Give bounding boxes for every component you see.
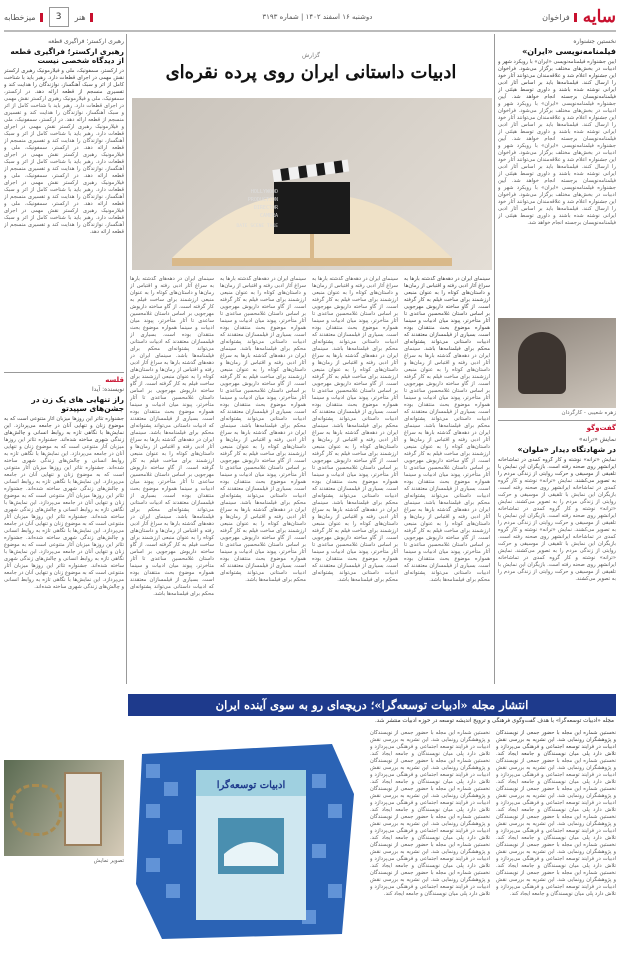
- portrait-caption: زهره شعیبی - کارگردان: [561, 410, 616, 416]
- right-body-2: نمایش «ترانه» نوشته و کار گروه کمدی در تماشاخانه ایرانشهر روی صحنه رفته است. بازیگران این نمایش با تلفیقی از موسیقی و حرکت روایتی از زندگی مردم را به تصویر می‌کشند. نمایش «ترانه» نوشته و کار گروه کمدی در تماشاخانه ایرانشهر روی صحنه رفته است. بازیگران این نمایش با تلفیقی از موسیقی و حرکت روایتی از زندگی مردم را به تصویر می‌کشند. نمایش «ترانه» نوشته و کار گروه کمدی در تماشاخانه ایرانشهر روی صحنه رفته است. بازیگران این نمایش با تلفیقی از موسیقی و حرکت روایتی از زندگی مردم را به تصویر می‌کشند. نمایش «ترانه» نوشته و کار گروه کمدی در تماشاخانه ایرانشهر روی صحنه رفته است. بازیگران این نمایش با تلفیقی از موسیقی و حرکت روایتی از زندگی مردم را به تصویر می‌کشند. نمایش «ترانه» نوشته و کار گروه کمدی در تماشاخانه ایرانشهر روی صحنه رفته است. بازیگران این نمایش با تلفیقی از موسیقی و حرکت روایتی از زندگی مردم را به تصویر می‌کشند.: [498, 457, 616, 582]
- page-header: [4, 4, 616, 32]
- main-body-col-4: سینمای ایران در دهه‌های گذشته بارها به سراغ آثار ادبی رفته و اقتباس از رمان‌ها و داستان‌های کوتاه را به عنوان منبعی ارزشمند برای ساخت فیلم به کار گرفته است. از گاو ساخته داریوش مهرجویی بر اساس داستان غلامحسین ساعدی تا آثار متأخرتر، پیوند میان ادبیات و سینما همواره موضوع بحث منتقدان بوده است. بسیاری از فیلمسازان معتقدند که ادبیات داستانی می‌تواند پشتوانه‌ای محکم برای فیلمنامه‌ها باشد. سینمای ایران در دهه‌های گذشته بارها به سراغ آثار ادبی رفته و اقتباس از رمان‌ها و داستان‌های کوتاه را به عنوان منبعی ارزشمند برای ساخت فیلم به کار گرفته است. از گاو ساخته داریوش مهرجویی بر اساس داستان غلامحسین ساعدی تا آثار متأخرتر، پیوند میان ادبیات و سینما همواره موضوع بحث منتقدان بوده است. بسیاری از فیلمسازان معتقدند که ادبیات داستانی می‌تواند پشتوانه‌ای محکم برای فیلمنامه‌ها باشد. سینمای ایران در دهه‌های گذشته بارها به سراغ آثار ادبی رفته و اقتباس از رمان‌ها و داستان‌های کوتاه را به عنوان منبعی ارزشمند برای ساخت فیلم به کار گرفته است. از گاو ساخته داریوش مهرجویی بر اساس داستان غلامحسین ساعدی تا آثار متأخرتر، پیوند میان ادبیات و سینما همواره موضوع بحث منتقدان بوده است. بسیاری از فیلمسازان معتقدند که ادبیات داستانی می‌تواند پشتوانه‌ای محکم برای فیلمنامه‌ها باشد. سینمای ایران در دهه‌های گذشته بارها به سراغ آثار ادبی رفته و اقتباس از رمان‌ها و داستان‌های کوتاه را به عنوان منبعی ارزشمند برای ساخت فیلم به کار گرفته است. از گاو ساخته داریوش مهرجویی بر اساس داستان غلامحسین ساعدی تا آثار متأخرتر، پیوند میان ادبیات و سینما همواره موضوع بحث منتقدان بوده است. بسیاری از فیلمسازان معتقدند که ادبیات داستانی می‌تواند پشتوانه‌ای محکم برای فیلمنامه‌ها باشد.: [130, 276, 214, 597]
- right-title: فیلمنامه‌نویسی «ایران»: [522, 47, 616, 56]
- newspaper-page: [4, 4, 616, 954]
- right-body: آیین جشنواره فیلمنامه‌نویسی «ایران» با رویکرد شهر و ادبیات در بخش‌های مختلف برگزار می‌شود. فراخوان این جشنواره اعلام شد و علاقه‌مندان می‌توانند آثار خود را ارسال کنند. فیلمنامه‌ها باید بر اساس آثار ادبی ایرانی نوشته شده باشند و داوری توسط هیئتی از فیلمنامه‌نویسان برجسته انجام خواهد شد. آیین جشنواره فیلمنامه‌نویسی «ایران» با رویکرد شهر و ادبیات در بخش‌های مختلف برگزار می‌شود. فراخوان این جشنواره اعلام شد و علاقه‌مندان می‌توانند آثار خود را ارسال کنند. فیلمنامه‌ها باید بر اساس آثار ادبی ایرانی نوشته شده باشند و داوری توسط هیئتی از فیلمنامه‌نویسان برجسته انجام خواهد شد. آیین جشنواره فیلمنامه‌نویسی «ایران» با رویکرد شهر و ادبیات در بخش‌های مختلف برگزار می‌شود. فراخوان این جشنواره اعلام شد و علاقه‌مندان می‌توانند آثار خود را ارسال کنند. فیلمنامه‌ها باید بر اساس آثار ادبی ایرانی نوشته شده باشند و داوری توسط هیئتی از فیلمنامه‌نویسان برجسته انجام خواهد شد. آیین جشنواره فیلمنامه‌نویسی «ایران» با رویکرد شهر و ادبیات در بخش‌های مختلف برگزار می‌شود. فراخوان این جشنواره اعلام شد و علاقه‌مندان می‌توانند آثار خود را ارسال کنند. فیلمنامه‌ها باید بر اساس آثار ادبی ایرانی نوشته شده باشند و داوری توسط هیئتی از فیلمنامه‌نویسان برجسته انجام خواهد شد.: [498, 59, 616, 226]
- clapper-line-4: CAMERA: [259, 213, 278, 219]
- box-body-col-1: نخستین شماره این مجله با حضور جمعی از نویسندگان و پژوهشگران رونمایی شد. این نشریه به بررسی نقش ادبیات در فرایند توسعه اجتماعی و فرهنگی می‌پردازد و تلاش دارد پلی میان نویسندگان و جامعه ایجاد کند. نخستین شماره این مجله با حضور جمعی از نویسندگان و پژوهشگران رونمایی شد. این نشریه به بررسی نقش ادبیات در فرایند توسعه اجتماعی و فرهنگی می‌پردازد و تلاش دارد پلی میان نویسندگان و جامعه ایجاد کند. نخستین شماره این مجله با حضور جمعی از نویسندگان و پژوهشگران رونمایی شد. این نشریه به بررسی نقش ادبیات در فرایند توسعه اجتماعی و فرهنگی می‌پردازد و تلاش دارد پلی میان نویسندگان و جامعه ایجاد کند. نخستین شماره این مجله با حضور جمعی از نویسندگان و پژوهشگران رونمایی شد. این نشریه به بررسی نقش ادبیات در فرایند توسعه اجتماعی و فرهنگی می‌پردازد و تلاش دارد پلی میان نویسندگان و جامعه ایجاد کند. نخستین شماره این مجله با حضور جمعی از نویسندگان و پژوهشگران رونمایی شد. این نشریه به بررسی نقش ادبیات در فرایند توسعه اجتماعی و فرهنگی می‌پردازد و تلاش دارد پلی میان نویسندگان و جامعه ایجاد کند. نخستین شماره این مجله با حضور جمعی از نویسندگان و پژوهشگران رونمایی شد. این نشریه به بررسی نقش ادبیات در فرایند توسعه اجتماعی و فرهنگی می‌پردازد و تلاش دارد پلی میان نویسندگان و جامعه ایجاد کند.: [496, 730, 616, 897]
- left-body-2: جشنواره تئاتر این روزها میزبان آثار متنوعی است که به موضوع زنان و تنهایی آنان در جامعه می‌پردازد. این نمایش‌ها با نگاهی تازه به روابط انسانی و چالش‌های زندگی شهری ساخته شده‌اند. جشنواره تئاتر این روزها میزبان آثار متنوعی است که به موضوع زنان و تنهایی آنان در جامعه می‌پردازد. این نمایش‌ها با نگاهی تازه به روابط انسانی و چالش‌های زندگی شهری ساخته شده‌اند. جشنواره تئاتر این روزها میزبان آثار متنوعی است که به موضوع زنان و تنهایی آنان در جامعه می‌پردازد. این نمایش‌ها با نگاهی تازه به روابط انسانی و چالش‌های زندگی شهری ساخته شده‌اند. جشنواره تئاتر این روزها میزبان آثار متنوعی است که به موضوع زنان و تنهایی آنان در جامعه می‌پردازد. این نمایش‌ها با نگاهی تازه به روابط انسانی و چالش‌های زندگی شهری ساخته شده‌اند. جشنواره تئاتر این روزها میزبان آثار متنوعی است که به موضوع زنان و تنهایی آنان در جامعه می‌پردازد. این نمایش‌ها با نگاهی تازه به روابط انسانی و چالش‌های زندگی شهری ساخته شده‌اند. جشنواره تئاتر این روزها میزبان آثار متنوعی است که به موضوع زنان و تنهایی آنان در جامعه می‌پردازد. این نمایش‌ها با نگاهی تازه به روابط انسانی و چالش‌های زندگی شهری ساخته شده‌اند. جشنواره تئاتر این روزها میزبان آثار متنوعی است که به موضوع زنان و تنهایی آنان در جامعه می‌پردازد. این نمایش‌ها با نگاهی تازه به روابط انسانی و چالش‌های زندگی شهری ساخته شده‌اند.: [4, 416, 124, 590]
- section-tag-art: هنر: [75, 13, 93, 22]
- right-kicker-2: نمایش «ترانه»: [578, 436, 616, 443]
- right-title-2: در شهادتگاه دیدار «ملوان»: [517, 445, 616, 454]
- left-body: در ارکستر، سمفونیک، ملی و فیلارمونیک رهبری ارکستر نقش مهمی در اجرای قطعات دارد. رهبر باید با شناخت کامل از اثر و سبک آهنگساز، نوازندگان را هدایت کند و تفسیری منسجم از قطعه ارائه دهد. در ارکستر، سمفونیک، ملی و فیلارمونیک رهبری ارکستر نقش مهمی در اجرای قطعات دارد. رهبر باید با شناخت کامل از اثر و سبک آهنگساز، نوازندگان را هدایت کند و تفسیری منسجم از قطعه ارائه دهد. در ارکستر، سمفونیک، ملی و فیلارمونیک رهبری ارکستر نقش مهمی در اجرای قطعات دارد. رهبر باید با شناخت کامل از اثر و سبک آهنگساز، نوازندگان را هدایت کند و تفسیری منسجم از قطعه ارائه دهد. در ارکستر، سمفونیک، ملی و فیلارمونیک رهبری ارکستر نقش مهمی در اجرای قطعات دارد. رهبر باید با شناخت کامل از اثر و سبک آهنگساز، نوازندگان را هدایت کند و تفسیری منسجم از قطعه ارائه دهد. در ارکستر، سمفونیک، ملی و فیلارمونیک رهبری ارکستر نقش مهمی در اجرای قطعات دارد. رهبر باید با شناخت کامل از اثر و سبک آهنگساز، نوازندگان را هدایت کند و تفسیری منسجم از قطعه ارائه دهد. در ارکستر، سمفونیک، ملی و فیلارمونیک رهبری ارکستر نقش مهمی در اجرای قطعات دارد. رهبر باید با شناخت کامل از اثر و سبک آهنگساز، نوازندگان را هدایت کند و تفسیری منسجم از قطعه ارائه دهد.: [4, 68, 124, 235]
- box-headline: انتشار مجله «ادبیات توسعه‌گرا»؛ دریچه‌ای رو به سوی آینده ایران: [128, 694, 616, 716]
- main-headline: ادبیات داستانی ایران روی پرده نقره‌ای: [165, 62, 457, 83]
- newspaper-logo: سایه: [582, 7, 616, 27]
- page-number: 3: [49, 7, 69, 27]
- body-filler-text: آیین جشنواره فیلمنامه‌نویسی «ایران» با رویکرد شهر و ادبیات در بخش‌های مختلف برگزار می‌شود. فراخوان این جشنواره اعلام شد و علاقه‌مندان می‌توانند آثار خود را ارسال کنند. فیلمنامه‌ها باید بر اساس آثار ادبی ایرانی نوشته شده باشند و داوری توسط هیئتی از فیلمنامه‌نویسان برجسته انجام خواهد شد.: [498, 94, 616, 142]
- issue-line: دوشنبه ۱۶ اسفند ۱۴۰۲ | شماره ۳۱۹۳: [262, 13, 373, 21]
- section-label-interview: گفت‌وگو: [498, 420, 616, 432]
- book-clapper-photo: [132, 98, 492, 270]
- main-body-col-3: سینمای ایران در دهه‌های گذشته بارها به سراغ آثار ادبی رفته و اقتباس از رمان‌ها و داستان‌های کوتاه را به عنوان منبعی ارزشمند برای ساخت فیلم به کار گرفته است. از گاو ساخته داریوش مهرجویی بر اساس داستان غلامحسین ساعدی تا آثار متأخرتر، پیوند میان ادبیات و سینما همواره موضوع بحث منتقدان بوده است. بسیاری از فیلمسازان معتقدند که ادبیات داستانی می‌تواند پشتوانه‌ای محکم برای فیلمنامه‌ها باشد. سینمای ایران در دهه‌های گذشته بارها به سراغ آثار ادبی رفته و اقتباس از رمان‌ها و داستان‌های کوتاه را به عنوان منبعی ارزشمند برای ساخت فیلم به کار گرفته است. از گاو ساخته داریوش مهرجویی بر اساس داستان غلامحسین ساعدی تا آثار متأخرتر، پیوند میان ادبیات و سینما همواره موضوع بحث منتقدان بوده است. بسیاری از فیلمسازان معتقدند که ادبیات داستانی می‌تواند پشتوانه‌ای محکم برای فیلمنامه‌ها باشد. سینمای ایران در دهه‌های گذشته بارها به سراغ آثار ادبی رفته و اقتباس از رمان‌ها و داستان‌های کوتاه را به عنوان منبعی ارزشمند برای ساخت فیلم به کار گرفته است. از گاو ساخته داریوش مهرجویی بر اساس داستان غلامحسین ساعدی تا آثار متأخرتر، پیوند میان ادبیات و سینما همواره موضوع بحث منتقدان بوده است. بسیاری از فیلمسازان معتقدند که ادبیات داستانی می‌تواند پشتوانه‌ای محکم برای فیلمنامه‌ها باشد. سینمای ایران در دهه‌های گذشته بارها به سراغ آثار ادبی رفته و اقتباس از رمان‌ها و داستان‌های کوتاه را به عنوان منبعی ارزشمند برای ساخت فیلم به کار گرفته است. از گاو ساخته داریوش مهرجویی بر اساس داستان غلامحسین ساعدی تا آثار متأخرتر، پیوند میان ادبیات و سینما همواره موضوع بحث منتقدان بوده است. بسیاری از فیلمسازان معتقدند که ادبیات داستانی می‌تواند پشتوانه‌ای محکم برای فیلمنامه‌ها باشد.: [220, 276, 306, 583]
- magazine-cover: [196, 770, 306, 920]
- clapper-line-2: PRODUCTION: [247, 197, 278, 203]
- clapper-line-5: DATE SCENE TAKE: [236, 224, 278, 229]
- left-column: [4, 34, 124, 954]
- left-title: رهبری ارکستر؛ فراگیری قطعه از دیدگاه شخصی نیست: [10, 47, 124, 65]
- clapper-line-3: DIRECTOR: [253, 205, 278, 211]
- main-body-col-1: سینمای ایران در دهه‌های گذشته بارها به سراغ آثار ادبی رفته و اقتباس از رمان‌ها و داستان‌های کوتاه را به عنوان منبعی ارزشمند برای ساخت فیلم به کار گرفته است. از گاو ساخته داریوش مهرجویی بر اساس داستان غلامحسین ساعدی تا آثار متأخرتر، پیوند میان ادبیات و سینما همواره موضوع بحث منتقدان بوده است. بسیاری از فیلمسازان معتقدند که ادبیات داستانی می‌تواند پشتوانه‌ای محکم برای فیلمنامه‌ها باشد. سینمای ایران در دهه‌های گذشته بارها به سراغ آثار ادبی رفته و اقتباس از رمان‌ها و داستان‌های کوتاه را به عنوان منبعی ارزشمند برای ساخت فیلم به کار گرفته است. از گاو ساخته داریوش مهرجویی بر اساس داستان غلامحسین ساعدی تا آثار متأخرتر، پیوند میان ادبیات و سینما همواره موضوع بحث منتقدان بوده است. بسیاری از فیلمسازان معتقدند که ادبیات داستانی می‌تواند پشتوانه‌ای محکم برای فیلمنامه‌ها باشد. سینمای ایران در دهه‌های گذشته بارها به سراغ آثار ادبی رفته و اقتباس از رمان‌ها و داستان‌های کوتاه را به عنوان منبعی ارزشمند برای ساخت فیلم به کار گرفته است. از گاو ساخته داریوش مهرجویی بر اساس داستان غلامحسین ساعدی تا آثار متأخرتر، پیوند میان ادبیات و سینما همواره موضوع بحث منتقدان بوده است. بسیاری از فیلمسازان معتقدند که ادبیات داستانی می‌تواند پشتوانه‌ای محکم برای فیلمنامه‌ها باشد. سینمای ایران در دهه‌های گذشته بارها به سراغ آثار ادبی رفته و اقتباس از رمان‌ها و داستان‌های کوتاه را به عنوان منبعی ارزشمند برای ساخت فیلم به کار گرفته است. از گاو ساخته داریوش مهرجویی بر اساس داستان غلامحسین ساعدی تا آثار متأخرتر، پیوند میان ادبیات و سینما همواره موضوع بحث منتقدان بوده است. بسیاری از فیلمسازان معتقدند که ادبیات داستانی می‌تواند پشتوانه‌ای محکم برای فیلمنامه‌ها باشد.: [404, 276, 490, 583]
- magazine-graphic: [132, 734, 364, 944]
- section-tag-left: میزخطابه: [4, 13, 43, 22]
- left-author: نویسنده: آیدا: [92, 386, 124, 393]
- box-body-col-2: نخستین شماره این مجله با حضور جمعی از نویسندگان و پژوهشگران رونمایی شد. این نشریه به بررسی نقش ادبیات در فرایند توسعه اجتماعی و فرهنگی می‌پردازد و تلاش دارد پلی میان نویسندگان و جامعه ایجاد کند. نخستین شماره این مجله با حضور جمعی از نویسندگان و پژوهشگران رونمایی شد. این نشریه به بررسی نقش ادبیات در فرایند توسعه اجتماعی و فرهنگی می‌پردازد و تلاش دارد پلی میان نویسندگان و جامعه ایجاد کند. نخستین شماره این مجله با حضور جمعی از نویسندگان و پژوهشگران رونمایی شد. این نشریه به بررسی نقش ادبیات در فرایند توسعه اجتماعی و فرهنگی می‌پردازد و تلاش دارد پلی میان نویسندگان و جامعه ایجاد کند. نخستین شماره این مجله با حضور جمعی از نویسندگان و پژوهشگران رونمایی شد. این نشریه به بررسی نقش ادبیات در فرایند توسعه اجتماعی و فرهنگی می‌پردازد و تلاش دارد پلی میان نویسندگان و جامعه ایجاد کند. نخستین شماره این مجله با حضور جمعی از نویسندگان و پژوهشگران رونمایی شد. این نشریه به بررسی نقش ادبیات در فرایند توسعه اجتماعی و فرهنگی می‌پردازد و تلاش دارد پلی میان نویسندگان و جامعه ایجاد کند. نخستین شماره این مجله با حضور جمعی از نویسندگان و پژوهشگران رونمایی شد. این نشریه به بررسی نقش ادبیات در فرایند توسعه اجتماعی و فرهنگی می‌پردازد و تلاش دارد پلی میان نویسندگان و جامعه ایجاد کند.: [370, 730, 490, 897]
- book-illustration: [132, 98, 492, 270]
- main-body-col-2: سینمای ایران در دهه‌های گذشته بارها به سراغ آثار ادبی رفته و اقتباس از رمان‌ها و داستان‌های کوتاه را به عنوان منبعی ارزشمند برای ساخت فیلم به کار گرفته است. از گاو ساخته داریوش مهرجویی بر اساس داستان غلامحسین ساعدی تا آثار متأخرتر، پیوند میان ادبیات و سینما همواره موضوع بحث منتقدان بوده است. بسیاری از فیلمسازان معتقدند که ادبیات داستانی می‌تواند پشتوانه‌ای محکم برای فیلمنامه‌ها باشد. سینمای ایران در دهه‌های گذشته بارها به سراغ آثار ادبی رفته و اقتباس از رمان‌ها و داستان‌های کوتاه را به عنوان منبعی ارزشمند برای ساخت فیلم به کار گرفته است. از گاو ساخته داریوش مهرجویی بر اساس داستان غلامحسین ساعدی تا آثار متأخرتر، پیوند میان ادبیات و سینما همواره موضوع بحث منتقدان بوده است. بسیاری از فیلمسازان معتقدند که ادبیات داستانی می‌تواند پشتوانه‌ای محکم برای فیلمنامه‌ها باشد. سینمای ایران در دهه‌های گذشته بارها به سراغ آثار ادبی رفته و اقتباس از رمان‌ها و داستان‌های کوتاه را به عنوان منبعی ارزشمند برای ساخت فیلم به کار گرفته است. از گاو ساخته داریوش مهرجویی بر اساس داستان غلامحسین ساعدی تا آثار متأخرتر، پیوند میان ادبیات و سینما همواره موضوع بحث منتقدان بوده است. بسیاری از فیلمسازان معتقدند که ادبیات داستانی می‌تواند پشتوانه‌ای محکم برای فیلمنامه‌ها باشد. سینمای ایران در دهه‌های گذشته بارها به سراغ آثار ادبی رفته و اقتباس از رمان‌ها و داستان‌های کوتاه را به عنوان منبعی ارزشمند برای ساخت فیلم به کار گرفته است. از گاو ساخته داریوش مهرجویی بر اساس داستان غلامحسین ساعدی تا آثار متأخرتر، پیوند میان ادبیات و سینما همواره موضوع بحث منتقدان بوده است. بسیاری از فیلمسازان معتقدند که ادبیات داستانی می‌تواند پشتوانه‌ای محکم برای فیلمنامه‌ها باشد.: [312, 276, 398, 583]
- left-photo-caption: تصویر نمایش: [93, 858, 124, 864]
- left-kicker: رهبری ارکستر؛ فراگیری قطعه: [48, 38, 124, 45]
- box-lede: مجله «ادبیات توسعه‌گرا» با هدف گفت‌وگوی فرهنگی و ترویج اندیشه توسعه در حوزه ادبیات منتشر شد.: [374, 718, 614, 724]
- left-title-2: راز تنهایی های یک زن در جشن‌های سپیدتو: [31, 395, 124, 413]
- right-kicker: نخستین جشنواره: [573, 38, 616, 45]
- section-label-left: قلسه: [4, 372, 124, 384]
- left-photo: [4, 760, 124, 856]
- section-tag-right: فراخوان: [542, 13, 577, 22]
- clapper-line-1: HOLLYWOOD: [250, 189, 278, 195]
- main-kicker: گزارش: [301, 52, 321, 59]
- portrait-photo: [498, 318, 616, 408]
- magazine-title: ادبیات توسعه‌گرا: [216, 780, 286, 791]
